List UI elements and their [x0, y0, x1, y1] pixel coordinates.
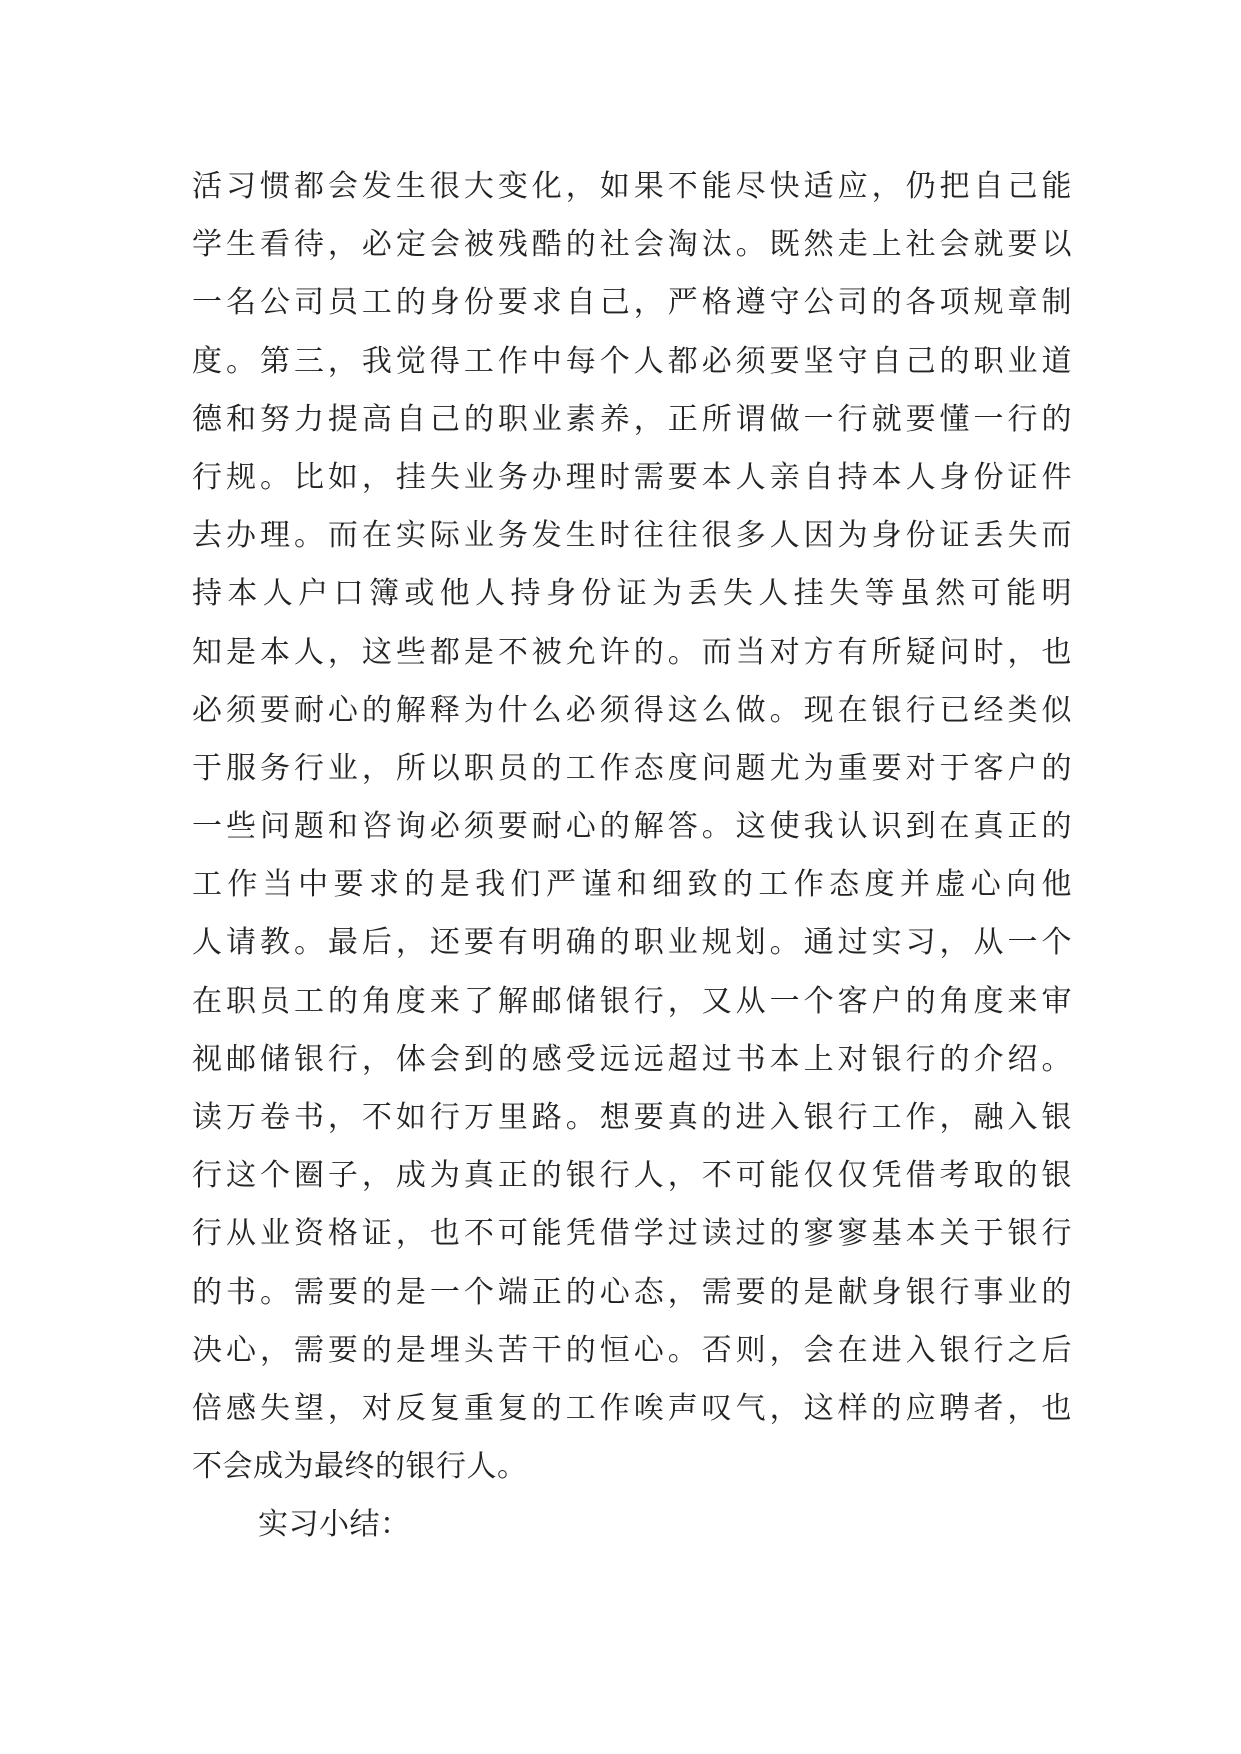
- text-line: 工作当中要求的是我们严谨和细致的工作态度并虚心向他: [192, 867, 1072, 903]
- text-line: 去办理。而在实际业务发生时往往很多人因为身份证丢失而: [192, 518, 1072, 554]
- text-line: 决心，需要的是埋头苦干的恒心。否则，会在进入银行之后: [192, 1332, 1072, 1368]
- text-line: 倍感失望，对反复重复的工作唉声叹气，这样的应聘者，也: [192, 1390, 1072, 1426]
- text-line: 不会成为最终的银行人。: [192, 1449, 528, 1485]
- text-line: 德和努力提高自己的职业素养，正所谓做一行就要懂一行的: [192, 401, 1072, 437]
- text-line: 活习惯都会发生很大变化，如果不能尽快适应，仍把自己能: [192, 169, 1072, 204]
- text-line: 必须要耐心的解释为什么必须得这么做。现在银行已经类似: [192, 692, 1072, 728]
- text-line: 视邮储银行，体会到的感受远远超过书本上对银行的介绍。: [192, 1041, 1072, 1077]
- text-line: 度。第三，我觉得工作中每个人都必须要坚守自己的职业道: [192, 343, 1072, 379]
- text-line: 一些问题和咨询必须要耐心的解答。这使我认识到在真正的: [192, 809, 1072, 845]
- text-line: 行规。比如，挂失业务办理时需要本人亲自持本人身份证件: [192, 459, 1072, 495]
- text-line: 行这个圈子，成为真正的银行人，不可能仅仅凭借考取的银: [192, 1158, 1072, 1194]
- text-line: 读万卷书，不如行万里路。想要真的进入银行工作，融入银: [192, 1100, 1072, 1135]
- text-line: 的书。需要的是一个端正的心态，需要的是献身银行事业的: [192, 1274, 1072, 1310]
- text-line: 在职员工的角度来了解邮储银行，又从一个客户的角度来审: [192, 983, 1072, 1019]
- text-line: 一名公司员工的身份要求自己，严格遵守公司的各项规章制: [192, 285, 1072, 321]
- text-line: 于服务行业，所以职员的工作态度问题尤为重要对于客户的: [192, 750, 1072, 786]
- section-heading: 实习小结：: [258, 1507, 411, 1543]
- text-line: 行从业资格证，也不可能凭借学过读过的寥寥基本关于银行: [192, 1216, 1072, 1252]
- text-line: 知是本人，这些都是不被允许的。而当对方有所疑问时，也: [192, 634, 1072, 670]
- text-line: 持本人户口簿或他人持身份证为丢失人挂失等虽然可能明: [192, 576, 1072, 612]
- text-line: 人请教。最后，还要有明确的职业规划。通过实习，从一个: [192, 925, 1072, 961]
- text-line: 学生看待，必定会被残酷的社会淘汰。既然走上社会就要以: [192, 227, 1072, 263]
- body-text: [192, 158, 1072, 1555]
